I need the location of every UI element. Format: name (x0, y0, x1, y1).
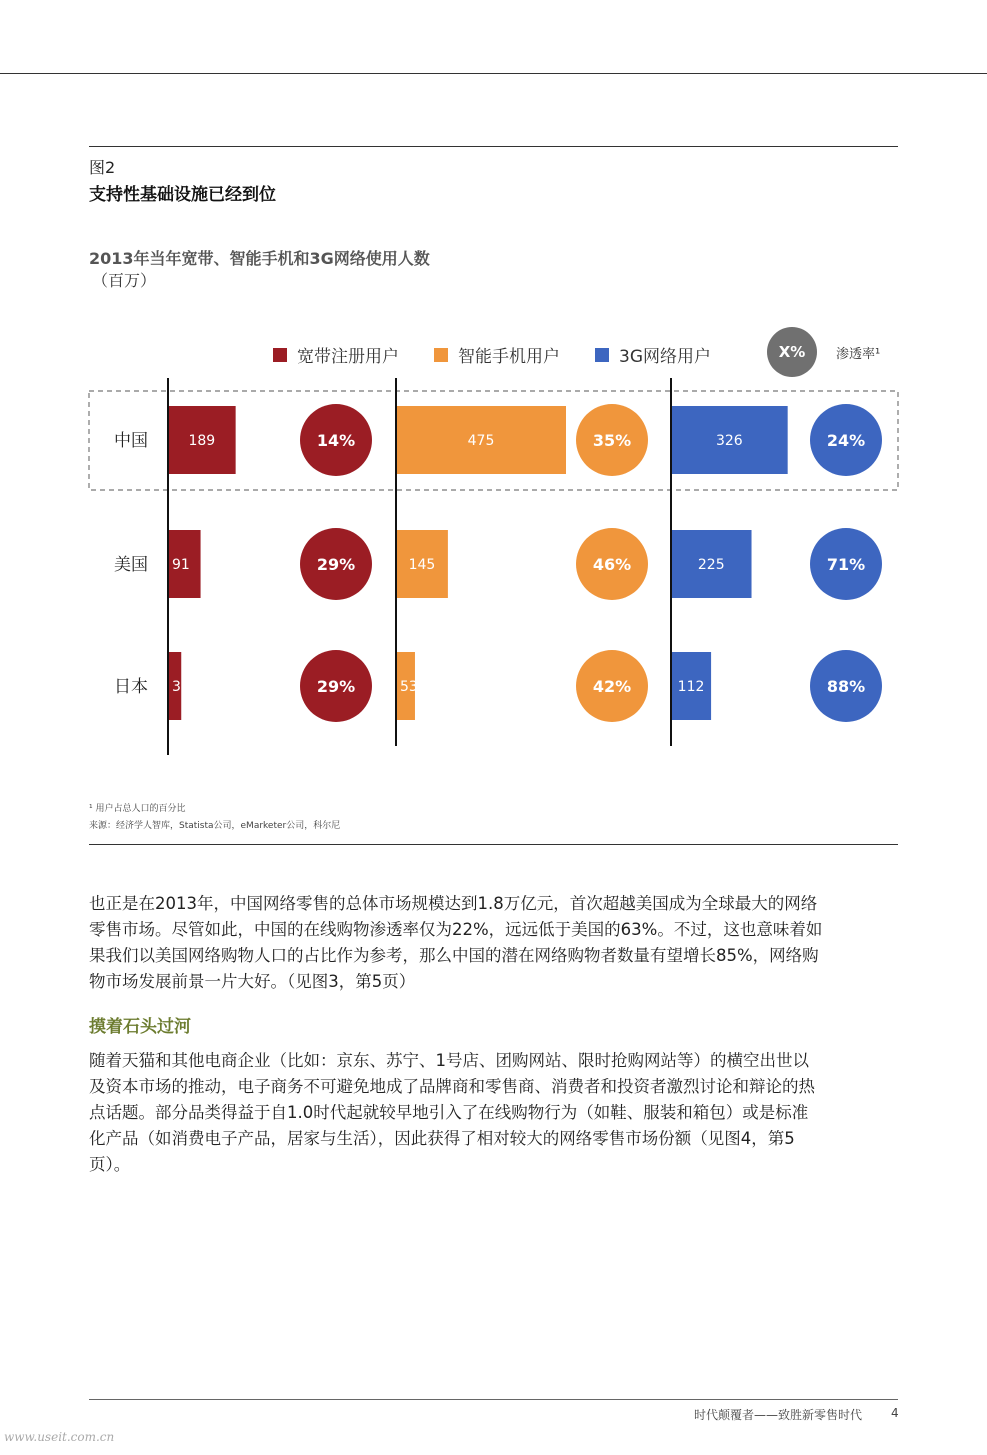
bar-value-label: 326 (715, 433, 743, 449)
rate-label: 35% (592, 431, 632, 450)
legend-label-smartphone: 智能手机用户 (458, 347, 560, 367)
bar-value-label: 225 (697, 557, 725, 573)
footer-title: 时代颠覆者——致胜新零售时代 (694, 1408, 863, 1422)
bar-value-label: 37 (172, 679, 190, 695)
category-label: 中国 (114, 431, 148, 451)
legend-label-broadband: 宽带注册用户 (297, 347, 399, 367)
section-heading: 摸着石头过河 (89, 1017, 191, 1037)
figure-label: 图2 (89, 158, 116, 177)
bar-value-label: 112 (677, 679, 705, 695)
category-label: 日本 (114, 677, 148, 697)
paragraph-line: 化产品（如消费电子产品，居家与生活），因此获得了相对较大的网络零售市场份额（见图4，第5 (89, 1129, 795, 1148)
bar-value-label: 53 (400, 679, 418, 695)
paragraph-line: 随着天猫和其他电商企业（比如：京东、苏宁、1号店、团购网站、限时抢购网站等）的横空出世以 (89, 1051, 809, 1070)
paragraph-1 (89, 891, 899, 995)
rate-label: 88% (826, 677, 866, 696)
page-number: 4 (891, 1406, 899, 1420)
paragraph-line: 物市场发展前景一片大好。（见图3，第5页） (89, 972, 416, 991)
paragraph-line: 果我们以美国网络购物人口的占比作为参考，那么中国的潜在网络购物者数量有望增长85%，网络购 (89, 946, 819, 965)
figure-bottom-rule (89, 844, 898, 845)
bar-value-label: 189 (188, 433, 216, 449)
legend-rate-label: 渗透率¹ (836, 347, 881, 362)
paragraph-line: 零售市场。尽管如此，中国的在线购物渗透率仅为22%，远远低于美国的63%。不过，这也意味着如 (89, 920, 823, 939)
rate-label: 46% (592, 555, 632, 574)
paragraph-line: 及资本市场的推动，电子商务不可避免地成了品牌商和零售商、消费者和投资者激烈讨论和辩论的热 (89, 1077, 815, 1096)
rate-label: 42% (592, 677, 632, 696)
paragraph-line: 页）。 (89, 1155, 131, 1174)
footer-rule (89, 1399, 898, 1400)
rate-label: 24% (826, 431, 866, 450)
paragraph-line: 也正是在2013年，中国网络零售的总体市场规模达到1.8万亿元，首次超越美国成为全球最大的网络 (89, 894, 818, 913)
bar-value-label: 145 (408, 557, 436, 573)
source-note: 来源：经济学人智库，Statista公司，eMarketer公司，科尔尼 (89, 821, 341, 831)
footnote: ¹ 用户占总人口的百分比 (89, 804, 186, 814)
rate-label: 71% (826, 555, 866, 574)
bar-value-label: 91 (172, 557, 190, 573)
rate-label: 29% (316, 677, 356, 696)
category-label: 美国 (114, 555, 148, 575)
paragraph-2 (89, 1048, 899, 1178)
rate-label: 29% (316, 555, 356, 574)
chart-unit: （百万） (92, 271, 157, 290)
bar-value-label: 475 (467, 433, 495, 449)
legend-label-3g: 3G网络用户 (619, 347, 711, 367)
chart-subtitle: 2013年当年宽带、智能手机和3G网络使用人数 (89, 249, 430, 268)
legend-rate-circle: X% (767, 327, 817, 377)
paragraph-line: 点话题。部分品类得益于自1.0时代起就较早地引入了在线购物行为（如鞋、服装和箱包）或是标准 (89, 1103, 809, 1122)
figure-title: 支持性基础设施已经到位 (89, 185, 276, 205)
rate-label: 14% (316, 431, 356, 450)
watermark: www.useit.com.cn (4, 1430, 115, 1444)
